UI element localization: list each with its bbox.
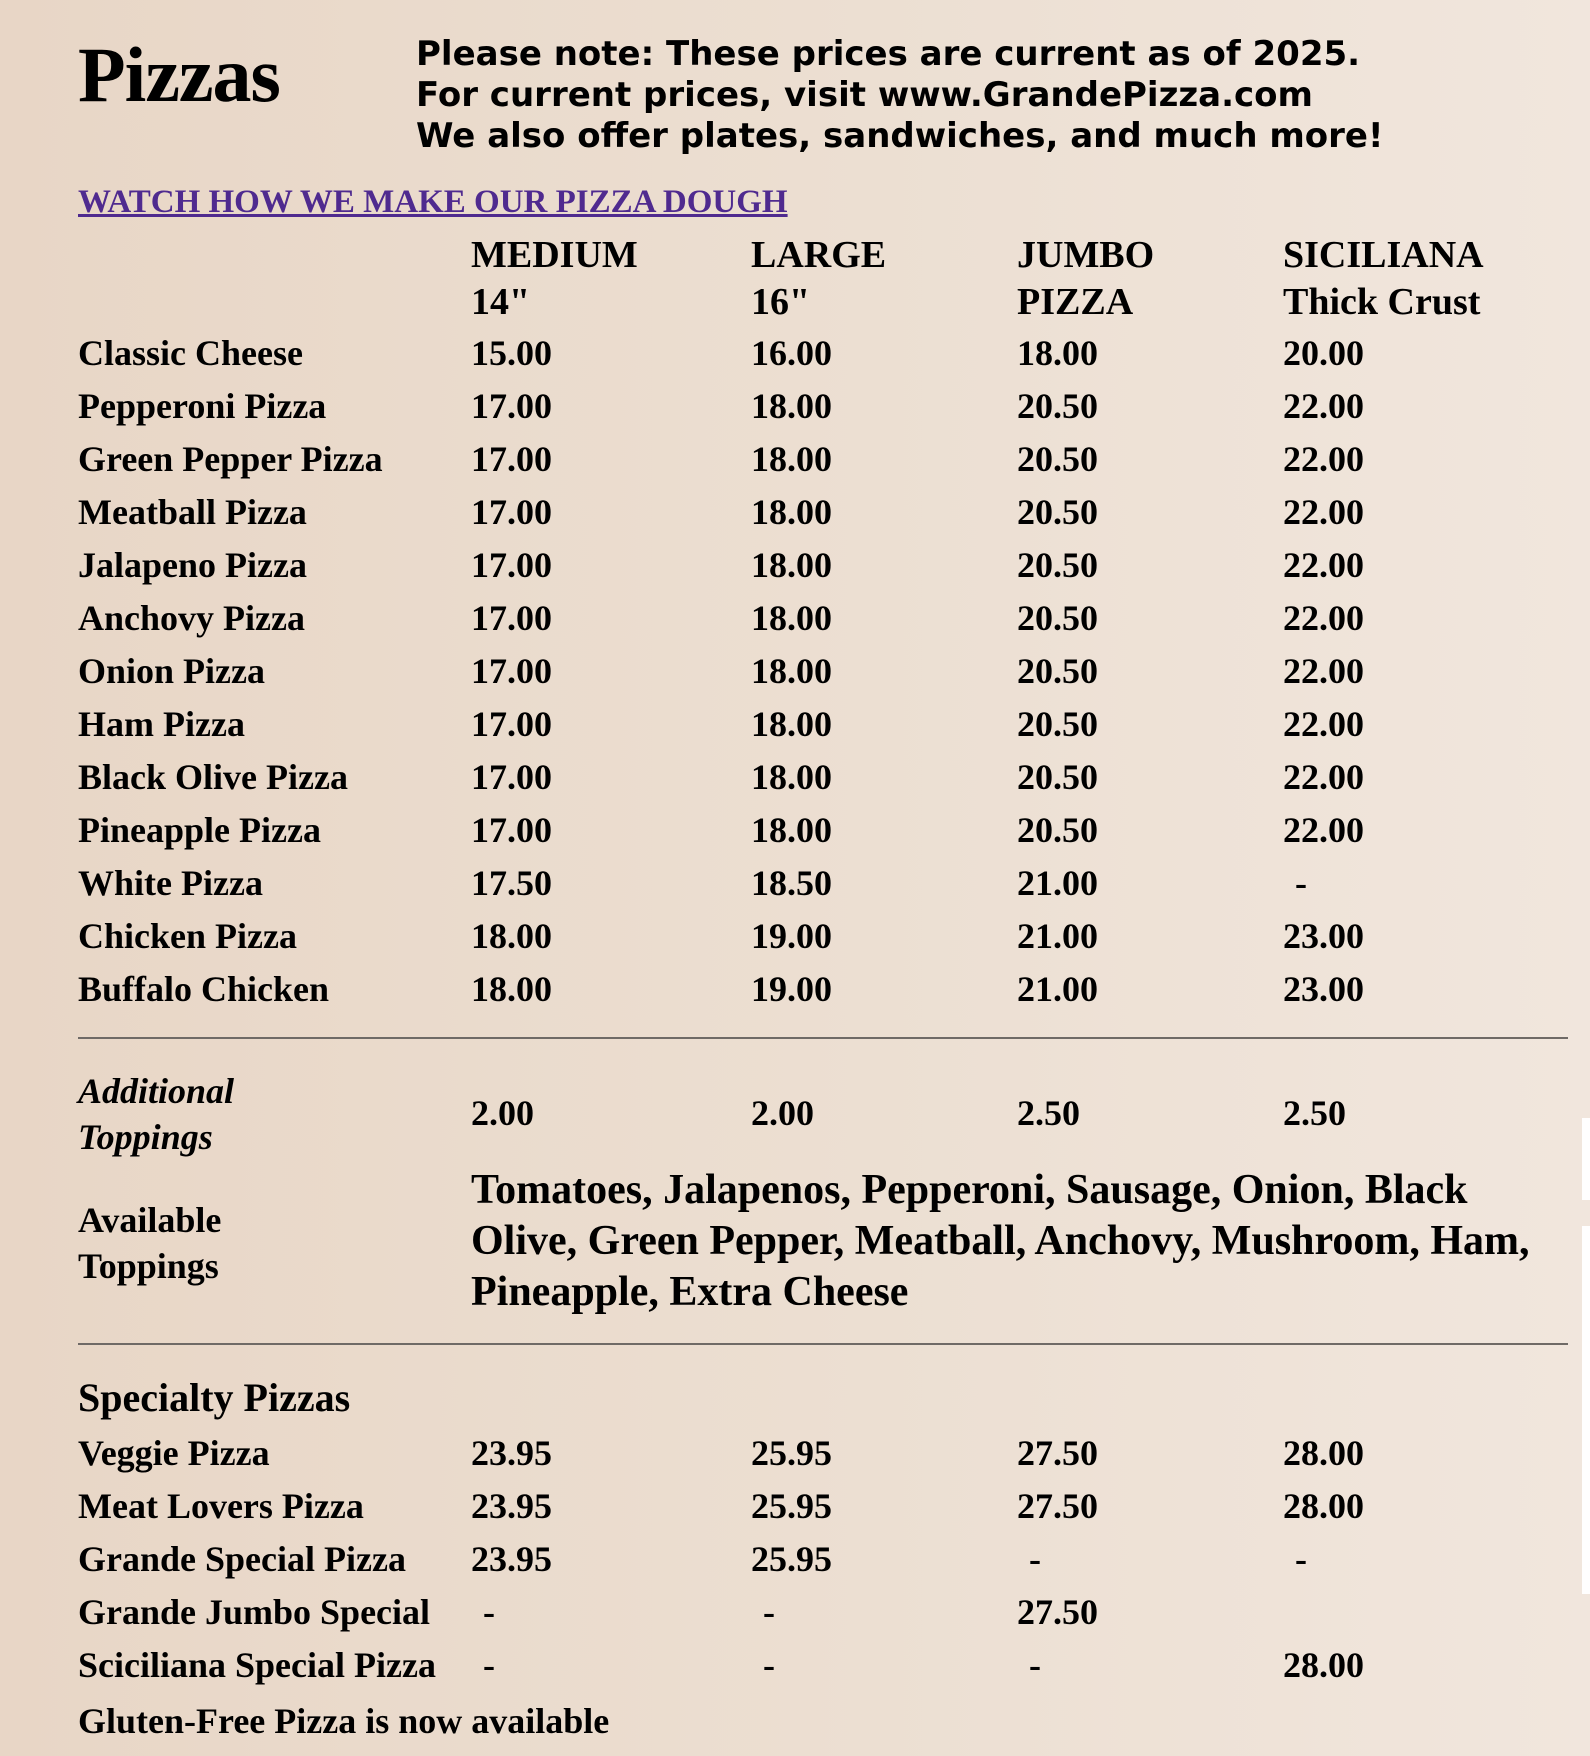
specialty-row: [78, 1587, 1568, 1637]
price-large: 16.00: [751, 333, 832, 373]
label-line: Additional: [78, 1071, 235, 1111]
price-medium: 17.00: [471, 704, 552, 744]
price-row: [78, 487, 1568, 537]
topping-price-siciliana: 2.50: [1283, 1093, 1346, 1133]
price-medium: 17.00: [471, 439, 552, 479]
price-siciliana: 23.00: [1283, 969, 1364, 1009]
pizza-name: Classic Cheese: [78, 333, 303, 373]
pizza-name: Onion Pizza: [78, 651, 265, 691]
price-large: 18.50: [751, 863, 832, 903]
right-edge-strip-top: [1582, 1118, 1590, 1200]
price-jumbo: 20.50: [1017, 545, 1098, 585]
pizza-name: Pepperoni Pizza: [78, 386, 327, 426]
label-line: Toppings: [78, 1246, 219, 1286]
price-siciliana: 23.00: [1283, 916, 1364, 956]
price-medium: 17.00: [471, 810, 552, 850]
column-header-jumbo: [1017, 232, 1154, 326]
price-medium: 17.00: [471, 386, 552, 426]
price-jumbo: 27.50: [1017, 1486, 1098, 1526]
price-large: -: [763, 1645, 775, 1685]
pizza-name: Grande Jumbo Special: [78, 1592, 431, 1632]
price-siciliana: 28.00: [1283, 1486, 1364, 1526]
price-large: 18.00: [751, 386, 832, 426]
price-siciliana: 28.00: [1283, 1645, 1364, 1685]
topping-price-large: 2.00: [751, 1093, 814, 1133]
label-line: Available: [78, 1200, 222, 1240]
available-toppings-label: [78, 1197, 221, 1289]
column-header-line: Thick Crust: [1283, 281, 1481, 323]
price-large: 18.00: [751, 545, 832, 585]
price-siciliana: 28.00: [1283, 1433, 1364, 1473]
pizza-dough-video-link[interactable]: WATCH HOW WE MAKE OUR PIZZA DOUGH: [78, 184, 788, 220]
price-row: [78, 964, 1568, 1014]
price-medium: -: [483, 1592, 495, 1632]
price-large: 18.00: [751, 492, 832, 532]
price-jumbo: 20.50: [1017, 386, 1098, 426]
price-large: 19.00: [751, 916, 832, 956]
price-medium: 23.95: [471, 1433, 552, 1473]
topping-price-jumbo: 2.50: [1017, 1093, 1080, 1133]
price-large: -: [763, 1592, 775, 1632]
price-note-line: For current prices, visit www.GrandePizza.com: [416, 75, 1313, 115]
pizza-name: Black Olive Pizza: [78, 757, 348, 797]
price-jumbo: 20.50: [1017, 704, 1098, 744]
price-large: 18.00: [751, 439, 832, 479]
label-line: Toppings: [78, 1117, 213, 1157]
price-jumbo: 20.50: [1017, 492, 1098, 532]
price-siciliana: 22.00: [1283, 704, 1364, 744]
pizza-name: White Pizza: [78, 863, 263, 903]
column-header-siciliana: [1283, 232, 1484, 326]
price-jumbo: 27.50: [1017, 1433, 1098, 1473]
price-medium: 23.95: [471, 1539, 552, 1579]
price-siciliana: 22.00: [1283, 492, 1364, 532]
page-title: Pizzas: [78, 31, 280, 118]
price-note: [416, 34, 1384, 157]
price-large: 18.00: [751, 704, 832, 744]
gluten-free-note: Gluten-Free Pizza is now available: [78, 1701, 610, 1741]
column-header-line: 14": [471, 281, 531, 323]
price-medium: 17.00: [471, 651, 552, 691]
price-jumbo: 18.00: [1017, 333, 1098, 373]
price-row: [78, 646, 1568, 696]
right-edge-strip-bottom: [1582, 1226, 1590, 1594]
available-toppings-list: Tomatoes, Jalapenos, Pepperoni, Sausage, Onion, Black Olive, Green Pepper, Meatball, Anchovy, Mushroom, Ham, Pineapple, Extra Cheese: [471, 1167, 1530, 1315]
pizza-name: Meatball Pizza: [78, 492, 307, 532]
specialty-row: [78, 1534, 1568, 1584]
column-header-line: SICILIANA: [1283, 234, 1484, 276]
price-note-line: We also offer plates, sandwiches, and much more!: [416, 116, 1384, 156]
specialty-section-title: Specialty Pizzas: [78, 1375, 351, 1420]
price-row: [78, 540, 1568, 590]
column-header-line: LARGE: [751, 234, 887, 276]
price-jumbo: 20.50: [1017, 651, 1098, 691]
price-siciliana: 22.00: [1283, 386, 1364, 426]
price-medium: 17.00: [471, 492, 552, 532]
price-jumbo: 20.50: [1017, 598, 1098, 638]
price-jumbo: -: [1029, 1539, 1041, 1579]
price-siciliana: 22.00: [1283, 545, 1364, 585]
pizza-name: Veggie Pizza: [78, 1433, 270, 1473]
price-large: 25.95: [751, 1539, 832, 1579]
section-divider: [78, 1037, 1568, 1039]
price-row: [78, 752, 1568, 802]
price-note-line: Please note: These prices are current as of 2025.: [416, 34, 1361, 74]
price-jumbo: 20.50: [1017, 757, 1098, 797]
price-row: [78, 328, 1568, 378]
pizza-name: Buffalo Chicken: [78, 969, 330, 1009]
price-jumbo: 20.50: [1017, 439, 1098, 479]
price-jumbo: 20.50: [1017, 810, 1098, 850]
price-large: 18.00: [751, 651, 832, 691]
price-siciliana: 22.00: [1283, 810, 1364, 850]
column-header-line: JUMBO: [1017, 234, 1155, 276]
column-header-large: [751, 232, 886, 326]
price-jumbo: 21.00: [1017, 916, 1098, 956]
price-jumbo: 27.50: [1017, 1592, 1098, 1632]
price-medium: 17.50: [471, 863, 552, 903]
pizza-name: Chicken Pizza: [78, 916, 297, 956]
price-jumbo: 21.00: [1017, 863, 1098, 903]
price-row: [78, 858, 1568, 908]
price-siciliana: 20.00: [1283, 333, 1364, 373]
price-row: [78, 805, 1568, 855]
topping-price-medium: 2.00: [471, 1093, 534, 1133]
price-medium: 23.95: [471, 1486, 552, 1526]
price-medium: 17.00: [471, 545, 552, 585]
column-header-medium: [471, 232, 638, 326]
price-row: [78, 381, 1568, 431]
price-siciliana: 22.00: [1283, 439, 1364, 479]
column-header-line: MEDIUM: [471, 234, 638, 276]
price-medium: 18.00: [471, 969, 552, 1009]
price-row: [78, 699, 1568, 749]
price-jumbo: -: [1029, 1645, 1041, 1685]
price-siciliana: -: [1295, 863, 1307, 903]
pizza-name: Meat Lovers Pizza: [78, 1486, 364, 1526]
price-large: 25.95: [751, 1486, 832, 1526]
additional-toppings-label: [78, 1068, 234, 1160]
section-divider: [78, 1343, 1568, 1345]
pizza-name: Ham Pizza: [78, 704, 245, 744]
price-medium: 17.00: [471, 757, 552, 797]
pizza-name: Grande Special Pizza: [78, 1539, 406, 1579]
pizza-name: Pineapple Pizza: [78, 810, 321, 850]
column-header-line: PIZZA: [1017, 281, 1134, 323]
price-row: [78, 593, 1568, 643]
price-jumbo: 21.00: [1017, 969, 1098, 1009]
price-row: [78, 434, 1568, 484]
price-siciliana: 22.00: [1283, 651, 1364, 691]
specialty-row: [78, 1481, 1568, 1531]
price-medium: 17.00: [471, 598, 552, 638]
pizza-name: Anchovy Pizza: [78, 598, 305, 638]
specialty-row: [78, 1428, 1568, 1478]
pizza-name: Green Pepper Pizza: [78, 439, 383, 479]
price-siciliana: 22.00: [1283, 598, 1364, 638]
pizza-name: Jalapeno Pizza: [78, 545, 307, 585]
price-medium: 18.00: [471, 916, 552, 956]
price-row: [78, 911, 1568, 961]
price-siciliana: 22.00: [1283, 757, 1364, 797]
price-large: 18.00: [751, 757, 832, 797]
specialty-row: [78, 1640, 1568, 1690]
price-large: 25.95: [751, 1433, 832, 1473]
column-header-line: 16": [751, 281, 811, 323]
price-medium: -: [483, 1645, 495, 1685]
price-large: 19.00: [751, 969, 832, 1009]
price-medium: 15.00: [471, 333, 552, 373]
price-large: 18.00: [751, 598, 832, 638]
pizza-name: Sciciliana Special Pizza: [78, 1645, 436, 1685]
price-siciliana: -: [1295, 1539, 1307, 1579]
price-large: 18.00: [751, 810, 832, 850]
